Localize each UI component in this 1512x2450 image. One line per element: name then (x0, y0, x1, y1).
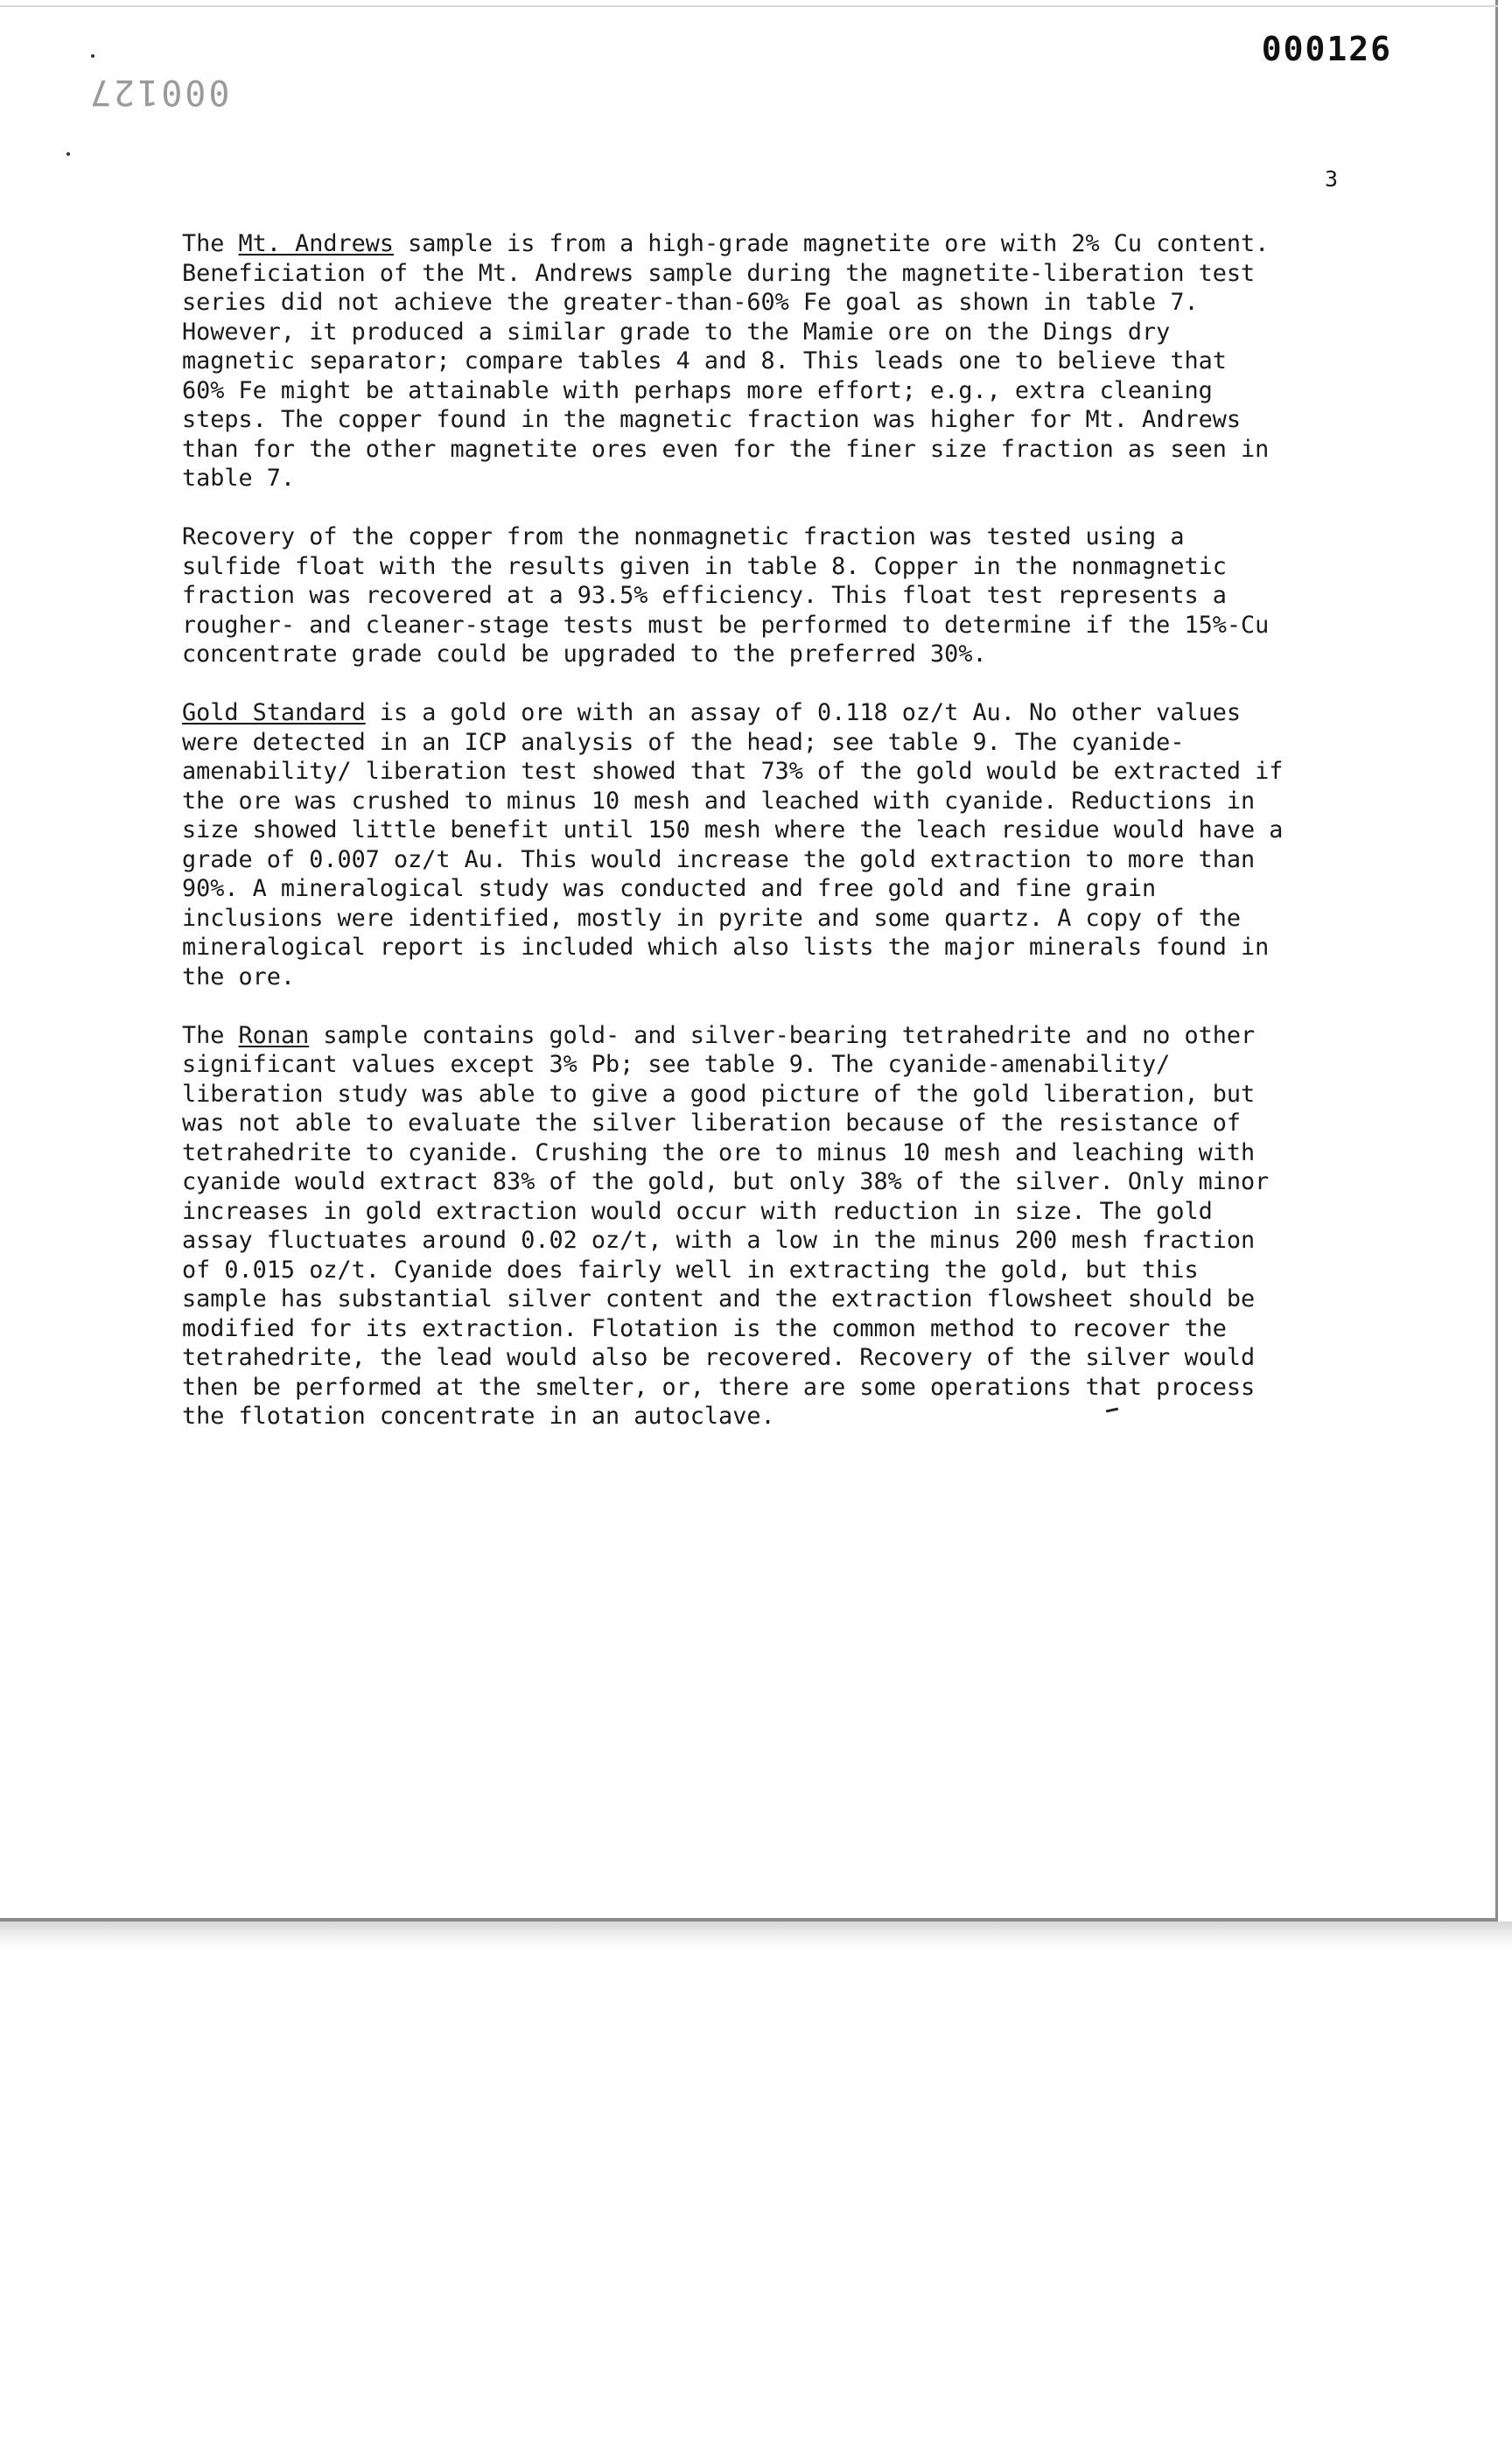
sample-name-underlined: Mt. Andrews (238, 230, 395, 257)
paragraph-lead: The (182, 230, 239, 257)
paragraph-text: is a gold ore with an assay of 0.118 oz/t Au. No other values were detected in an ICP analysis of the head; see table 9. The cyanide- amenability/ liberation test showed that 73% of the gold would be extracted if the ore was crushed to minus 10 mesh and leached with cyanide. Reductions in size showed little benefit until 150 mesh where the leach residue would have a grade of 0.007 oz/t Au. This would increase the gold extraction to more than 90%. A mineralogical study was conducted and free gold and fine grain inclusions were identified, mostly in pyrite and some quartz. A copy of the mineralogical report is included which also lists the major minerals found in the ore. (182, 699, 1284, 990)
scan-speck (91, 54, 94, 58)
bleed-through-stamp: 000127 (88, 72, 230, 112)
document-control-stamp: 000126 (1261, 30, 1392, 68)
sample-name-underlined: Gold Standard (182, 699, 366, 726)
scan-edge-bottom (0, 1922, 1512, 1948)
paragraph-lead: The (182, 1021, 239, 1049)
page-number: 3 (1325, 166, 1339, 192)
paragraph-mt-andrews (182, 229, 1354, 494)
scan-speck (66, 152, 70, 156)
sample-name-underlined: Ronan (238, 1021, 310, 1049)
paragraph-text: Recovery of the copper from the nonmagnetic fraction was tested using a sulfide float with the results given in table 8. Copper in the nonmagnetic fraction was recovered at a 93.5% efficiency. This float test represents a rougher- and cleaner-stage tests must be performed to determine if the 15%-Cu concentrate grade could be upgraded to the preferred 30%. (182, 523, 1270, 668)
body-text (182, 229, 1354, 1460)
paragraph-gold-standard (182, 698, 1354, 991)
scan-edge-top (0, 5, 1498, 7)
paragraph-text: sample is from a high-grade magnetite ore with 2% Cu content. Beneficiation of the Mt. Andrews sample during the magnetite-liberation test series did not achieve the greater-than-60% Fe goal as shown in table 7. However, it produced a similar grade to the Mamie ore on the Dings dry magnetic separator; compare tables 4 and 8. This leads one to believe that 60% Fe might be attainable with perhaps more effort; e.g., extra cleaning steps. The copper found in the magnetic fraction was higher for Mt. Andrews than for the other magnetite ores even for the finer size fraction as seen in table 7. (182, 230, 1270, 492)
paragraph-copper-recovery (182, 522, 1354, 669)
paragraph-text: sample contains gold- and silver-bearing tetrahedrite and no other significant values except 3% Pb; see table 9. The cyanide-amenability/ liberation study was able to give a good picture of the gold liberation, but was not able to evaluate the silver liberation because of the resistance of tetrahedrite to cyanide. Crushing the ore to minus 10 mesh and leaching with cyanide would extract 83% of the gold, but only 38% of the silver. Only minor increases in gold extraction would occur with reduction in size. The gold assay fluctuates around 0.02 oz/t, with a low in the minus 200 mesh fraction of 0.015 oz/t. Cyanide does fairly well in extracting the gold, but this sample has substantial silver content and the extraction flowsheet should be modified for its extraction. Flotation is the common method to recover the tetrahedrite, the lead would also be recovered. Recovery of the silver would then be performed at the smelter, or, there are some operations that process the flotation concentrate in an autoclave. (182, 1021, 1270, 1430)
paragraph-ronan (182, 1021, 1354, 1432)
